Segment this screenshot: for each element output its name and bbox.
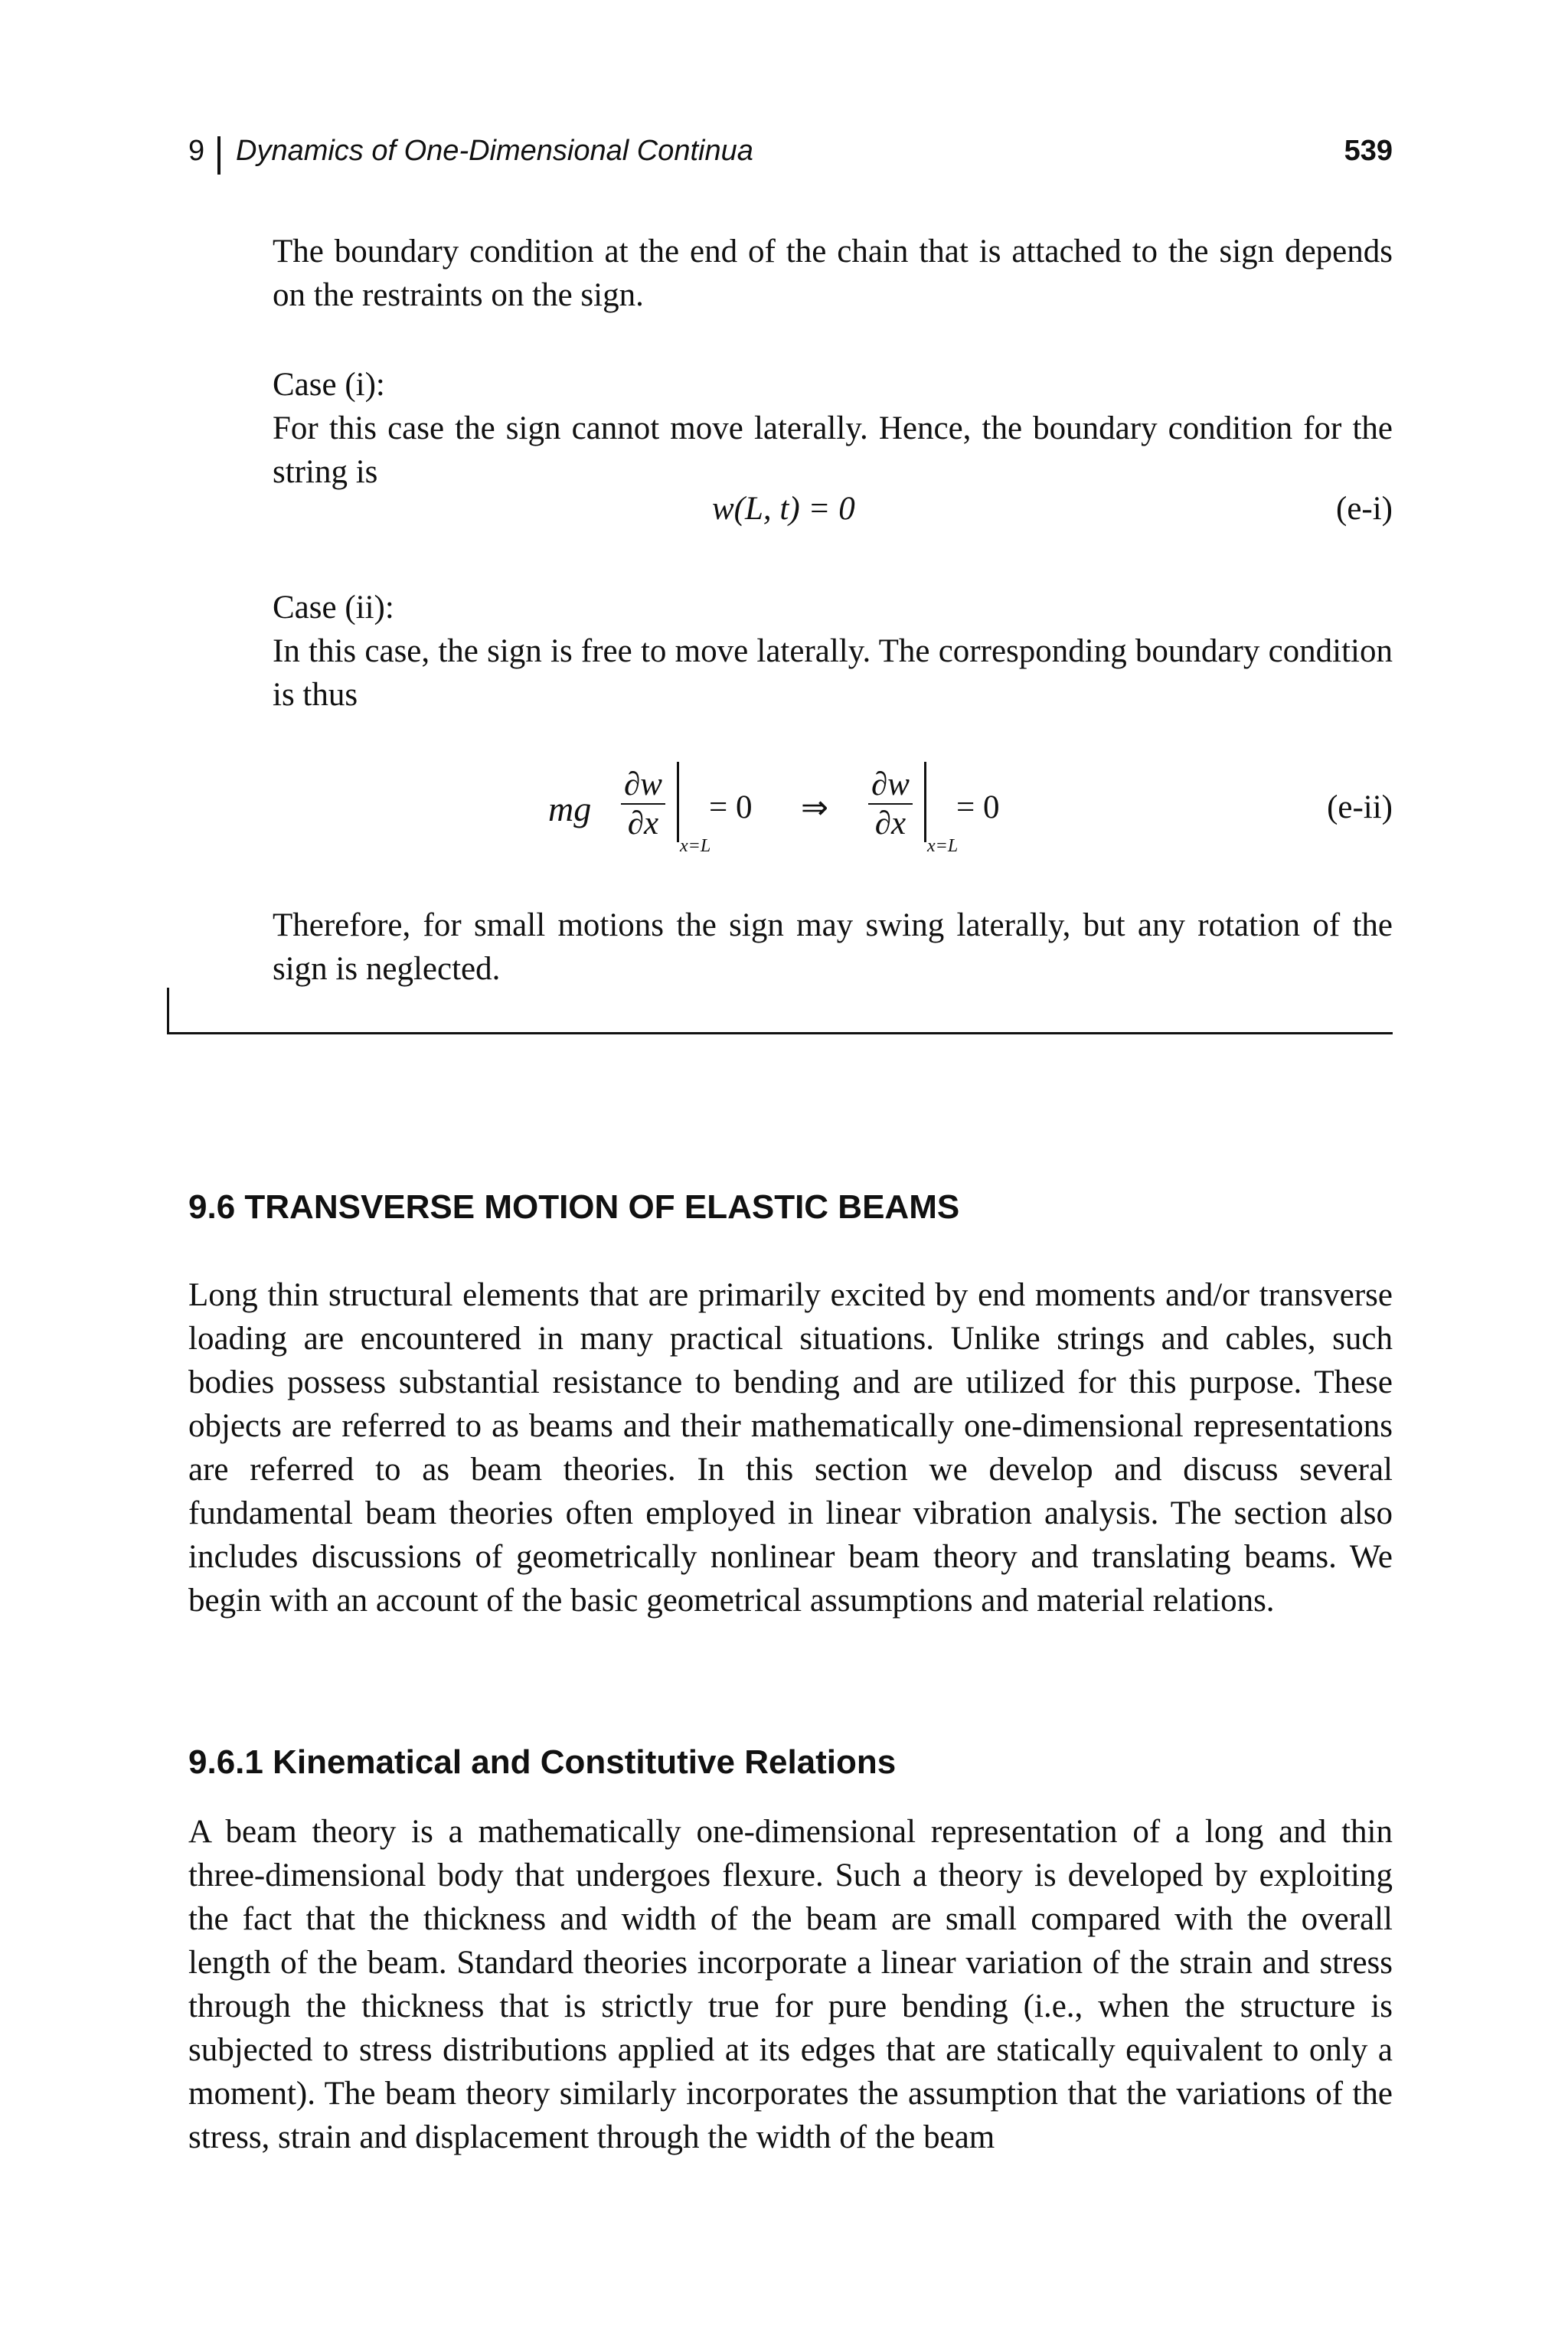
equation-e-ii <box>273 758 1393 865</box>
equals-zero-2: = 0 <box>956 789 1000 825</box>
subsection-heading: 9.6.1 Kinematical and Constitutive Relations <box>188 1743 897 1781</box>
fraction-2-numerator: ∂w <box>868 766 913 805</box>
equation-e-i <box>273 490 1393 534</box>
page-number: 539 <box>1344 135 1393 167</box>
evaluation-point-2: x=L <box>927 836 959 856</box>
header-divider <box>217 136 220 175</box>
equation-e-ii-tag: (e-ii) <box>1327 789 1393 825</box>
example-intro: The boundary condition at the end of the chain that is attached to the sign depends on the restraints on the sign. <box>273 234 1393 313</box>
equation-e-i-tag: (e-i) <box>1336 491 1393 527</box>
chapter-number: 9 <box>188 135 205 167</box>
case2-label: Case (ii): <box>273 590 394 626</box>
evaluation-bar-1 <box>677 762 679 842</box>
equation-e-i-body: w(L, t) = 0 <box>712 491 855 527</box>
running-header <box>188 135 1393 181</box>
equals-zero-1: = 0 <box>709 789 753 825</box>
fraction-1-numerator: ∂w <box>621 766 665 805</box>
case1-label: Case (i): <box>273 367 385 403</box>
coef-mg: mg <box>548 789 592 828</box>
example-end-rule-vertical <box>167 988 169 1034</box>
evaluation-bar-2 <box>924 762 926 842</box>
partial-fraction-1 <box>621 766 665 842</box>
evaluation-point-1: x=L <box>680 836 711 856</box>
fraction-2-denominator: ∂x <box>874 805 906 841</box>
fraction-1-denominator: ∂x <box>627 805 659 841</box>
example-end-rule <box>167 1032 1393 1034</box>
example-conclusion: Therefore, for small motions the sign may swing laterally, but any rotation of the sign is neglected. <box>273 907 1393 987</box>
implies-arrow: ⇒ <box>801 790 829 826</box>
chapter-title: Dynamics of One-Dimensional Continua <box>236 135 753 167</box>
case1-text: For this case the sign cannot move laterally. Hence, the boundary condition for the string is <box>273 410 1393 490</box>
section-heading: 9.6 TRANSVERSE MOTION OF ELASTIC BEAMS <box>188 1188 960 1226</box>
partial-fraction-2 <box>868 766 913 842</box>
case2-text: In this case, the sign is free to move laterally. The corresponding boundary condition is thus <box>273 633 1393 713</box>
subsection-paragraph: A beam theory is a mathematically one-dimensional representation of a long and thin three-dimensional body that undergoes flexure. Such a theory is developed by exploiting the fact that the thickness and width of the beam are small compared with the overall length of the beam. Standard theories incorporate a linear variation of the strain and stress through the thickness that is strictly true for pure bending (i.e., when the structure is subjected to stress distributions applied at its edges that are statically equivalent to only a moment). The beam theory similarly incorporates the assumption that the variations of the stress, strain and displacement through the width of the beam <box>188 1814 1393 2155</box>
section-paragraph: Long thin structural elements that are primarily excited by end moments and/or transverse loading are encountered in many practical situations. Unlike strings and cables, such bodies possess substantial resistance to bending and are utilized for this purpose. These objects are referred to as beams and their mathematically one-dimensional representations are referred to as beam theories. In this section we develop and discuss several fundamental beam theories often employed in linear vibration analysis. The section also includes discussions of geometrically nonlinear beam theory and translating beams. We begin with an account of the basic geometrical assumptions and material relations. <box>188 1277 1393 1619</box>
